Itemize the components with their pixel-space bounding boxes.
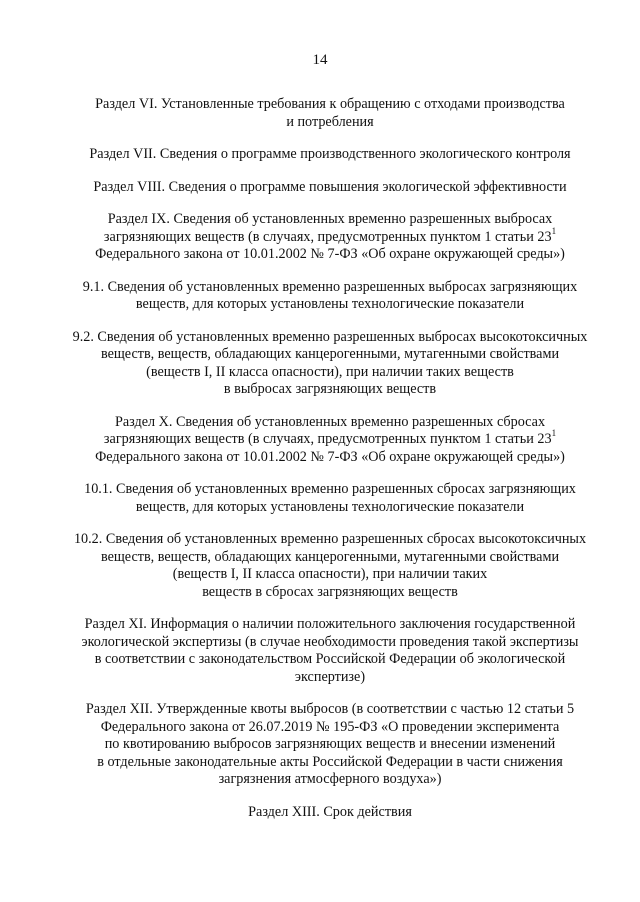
section-line: Федерального закона от 26.07.2019 № 195-ФЗ «О проведении эксперимента (100, 718, 560, 735)
section-line: в отдельные законодательные акты Российской Федерации в части снижения (97, 753, 563, 770)
section-viii (40, 179, 620, 197)
section-xi (40, 616, 620, 686)
subsection-9-1 (40, 279, 620, 314)
subsection-10-1 (40, 481, 620, 516)
section-ix (40, 211, 620, 264)
subsection-10-2 (40, 531, 620, 601)
section-line: Федерального закона от 10.01.2002 № 7-ФЗ «Об охране окружающей среды») (95, 246, 565, 262)
section-line: веществ, веществ, обладающих канцерогенными, мутагенными свойствами (100, 548, 560, 565)
section-line: Федерального закона от 10.01.2002 № 7-ФЗ «Об охране окружающей среды») (95, 448, 565, 465)
section-line: Раздел XII. Утвержденные квоты выбросов (в соответствии с частью 12 статьи 5 (85, 701, 575, 717)
section-line: экологической экспертизы (в случае необходимости проведения такой экспертизы (81, 633, 579, 650)
subsection-9-2 (40, 329, 620, 399)
section-line: 9.1. Сведения об установленных временно разрешенных выбросах загрязняющих (82, 278, 578, 295)
section-line: экспертизе) (294, 668, 366, 685)
section-line: (веществ I, II класса опасности), при наличии таких (172, 566, 488, 582)
section-line: Раздел X. Сведения об установленных временно разрешенных сбросах (114, 413, 546, 430)
section-line: Раздел VIII. Сведения о программе повышения экологической эффективности (93, 178, 567, 195)
section-line: веществ, веществ, обладающих канцерогенными, мутагенными свойствами (100, 346, 560, 362)
section-vi (40, 96, 620, 131)
section-line: Раздел XIII. Срок действия (248, 803, 412, 820)
section-line-with-footnote: загрязняющих веществ (в случаях, предусмотренных пунктом 1 статьи $23^1$ (103, 428, 557, 447)
section-line: веществ, для которых установлены технологические показатели (135, 296, 525, 312)
section-line: по квотированию выбросов загрязняющих веществ и внесении изменений (104, 736, 556, 752)
section-vii (40, 146, 620, 164)
section-line: Раздел VI. Установленные требования к обращению с отходами производства (95, 96, 565, 112)
section-x (40, 414, 620, 467)
section-line: веществ в сбросах загрязняющих веществ (202, 583, 458, 600)
footnote-marker: 1 (551, 428, 557, 439)
section-line: и потребления (286, 113, 374, 130)
section-line: 9.2. Сведения об установленных временно разрешенных выбросах высокотоксичных (72, 328, 588, 345)
section-line: Раздел XI. Информация о наличии положительного заключения государственной (84, 616, 576, 632)
section-line: загрязнения атмосферного воздуха») (218, 771, 442, 787)
section-line: в выбросах загрязняющих веществ (223, 381, 437, 397)
section-line: (веществ I, II класса опасности), при наличии таких веществ (146, 363, 514, 380)
section-line: 10.1. Сведения об установленных временно разрешенных сбросах загрязняющих (84, 481, 576, 497)
section-line: в соответствии с законодательством Российской Федерации об экологической (94, 651, 566, 667)
section-xii (40, 701, 620, 789)
section-list (40, 96, 620, 821)
section-line: Раздел IX. Сведения об установленных временно разрешенных выбросах (107, 211, 553, 227)
section-line-with-footnote: загрязняющих веществ (в случаях, предусмотренных пунктом 1 статьи $23^1$ (103, 225, 557, 245)
page-number: 14 (312, 52, 328, 68)
footnote-marker: 1 (551, 225, 557, 236)
section-line: веществ, для которых установлены технологические показатели (135, 498, 525, 515)
section-line: 10.2. Сведения об установленных временно разрешенных сбросах высокотоксичных (73, 531, 587, 547)
section-line: Раздел VII. Сведения о программе производственного экологического контроля (89, 146, 571, 162)
section-xiii (40, 804, 620, 822)
